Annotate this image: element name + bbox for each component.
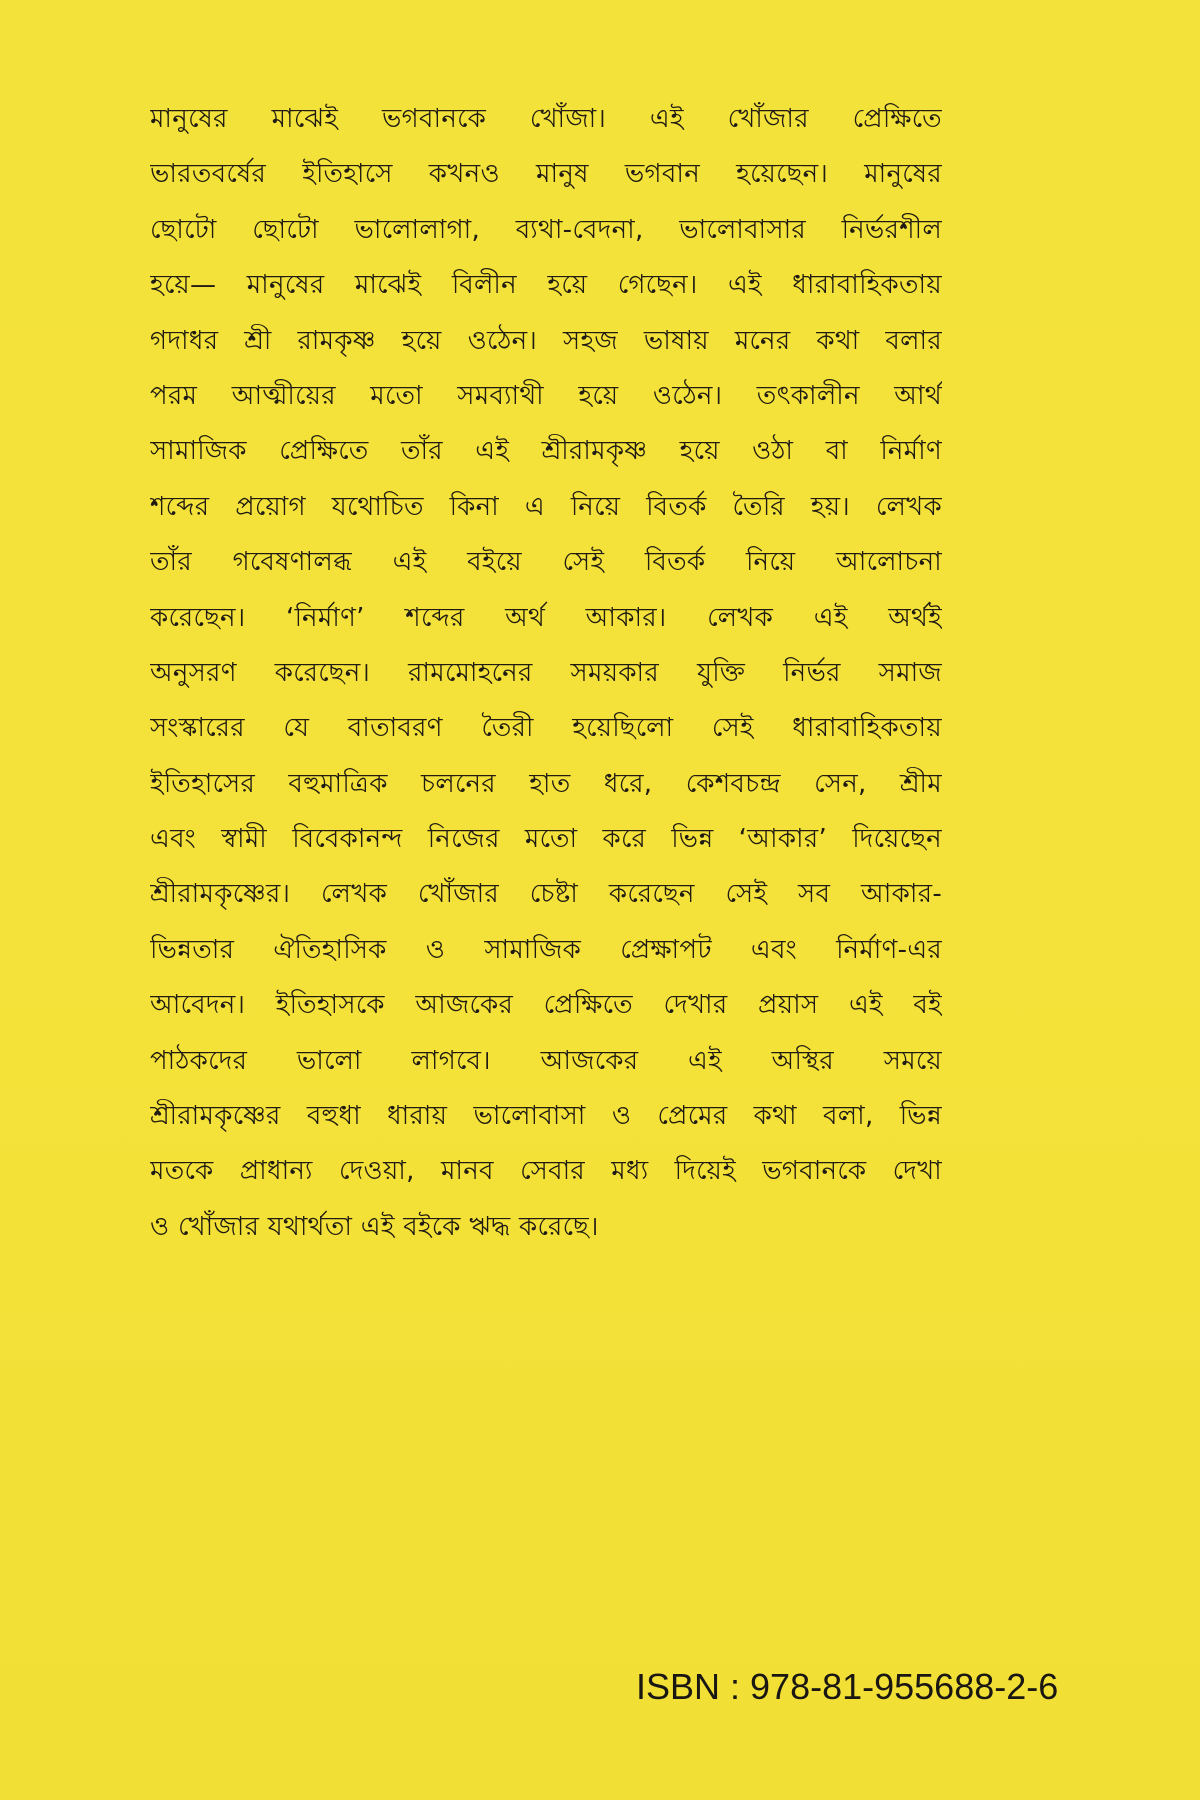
blurb-line: হয়ে— মানুষের মাঝেই বিলীন হয়ে গেছেন। এই ধারাবাহিকতায় (150, 270, 942, 301)
blurb-line: মতকে প্রাধান্য দেওয়া, মানব সেবার মধ্য দিয়েই ভগবানকে দেখা (150, 1156, 942, 1187)
blurb-line: সংস্কারের যে বাতাবরণ তৈরী হয়েছিলো সেই ধারাবাহিকতায় (150, 713, 942, 744)
blurb-line: অনুসরণ করেছেন। রামমোহনের সময়কার যুক্তি নির্ভর সমাজ (150, 657, 942, 688)
blurb-line: পরম আত্মীয়ের মতো সমব্যাথী হয়ে ওঠেন। তৎকালীন আর্থ (150, 380, 942, 411)
blurb-line: ও খোঁজার যথার্থতা এই বইকে ঋদ্ধ করেছে। (150, 1211, 599, 1242)
blurb-line: তাঁর গবেষণালব্ধ এই বইয়ে সেই বিতর্ক নিয়ে আলোচনা (150, 547, 942, 578)
blurb-line: আবেদন। ইতিহাসকে আজকের প্রেক্ষিতে দেখার প্রয়াস এই বই (150, 990, 942, 1021)
blurb-line: ছোটো ছোটো ভালোলাগা, ব্যথা-বেদনা, ভালোবাসার নির্ভরশীল (150, 214, 942, 245)
blurb-line: শব্দের প্রয়োগ যথোচিত কিনা এ নিয়ে বিতর্ক তৈরি হয়। লেখক (150, 491, 942, 522)
blurb-line: করেছেন। ‘নির্মাণ’ শব্দের অর্থ আকার। লেখক এই অর্থই (150, 602, 942, 633)
blurb-line: শ্রীরামকৃষ্ণের বহুধা ধারায় ভালোবাসা ও প্রেমের কথা বলা, ভিন্ন (150, 1101, 942, 1132)
blurb-line: ইতিহাসের বহুমাত্রিক চলনের হাত ধরে, কেশবচন্দ্র সেন, শ্রীম (150, 768, 942, 799)
blurb-line: শ্রীরামকৃষ্ণের। লেখক খোঁজার চেষ্টা করেছেন সেই সব আকার- (150, 879, 942, 910)
blurb-line: গদাধর শ্রী রামকৃষ্ণ হয়ে ওঠেন। সহজ ভাষায় মনের কথা বলার (150, 325, 942, 356)
blurb-line: মানুষের মাঝেই ভগবানকে খোঁজা। এই খোঁজার প্রেক্ষিতে (150, 104, 942, 134)
blurb-line: পাঠকদের ভালো লাগবে। আজকের এই অস্থির সময়ে (150, 1045, 942, 1076)
isbn-label: ISBN : 978-81-955688-2-6 (636, 1666, 1059, 1707)
blurb-line: এবং স্বামী বিবেকানন্দ নিজের মতো করে ভিন্ন ‘আকার’ দিয়েছেন (150, 824, 942, 855)
blurb-line: ভারতবর্ষের ইতিহাসে কখনও মানুষ ভগবান হয়েছেন। মানুষের (150, 159, 942, 190)
blurb-paragraph (150, 92, 942, 1255)
blurb-line: ভিন্নতার ঐতিহাসিক ও সামাজিক প্রেক্ষাপট এবং নির্মাণ-এর (150, 934, 942, 965)
blurb-line: সামাজিক প্রেক্ষিতে তাঁর এই শ্রীরামকৃষ্ণ হয়ে ওঠা বা নির্মাণ (150, 436, 942, 467)
